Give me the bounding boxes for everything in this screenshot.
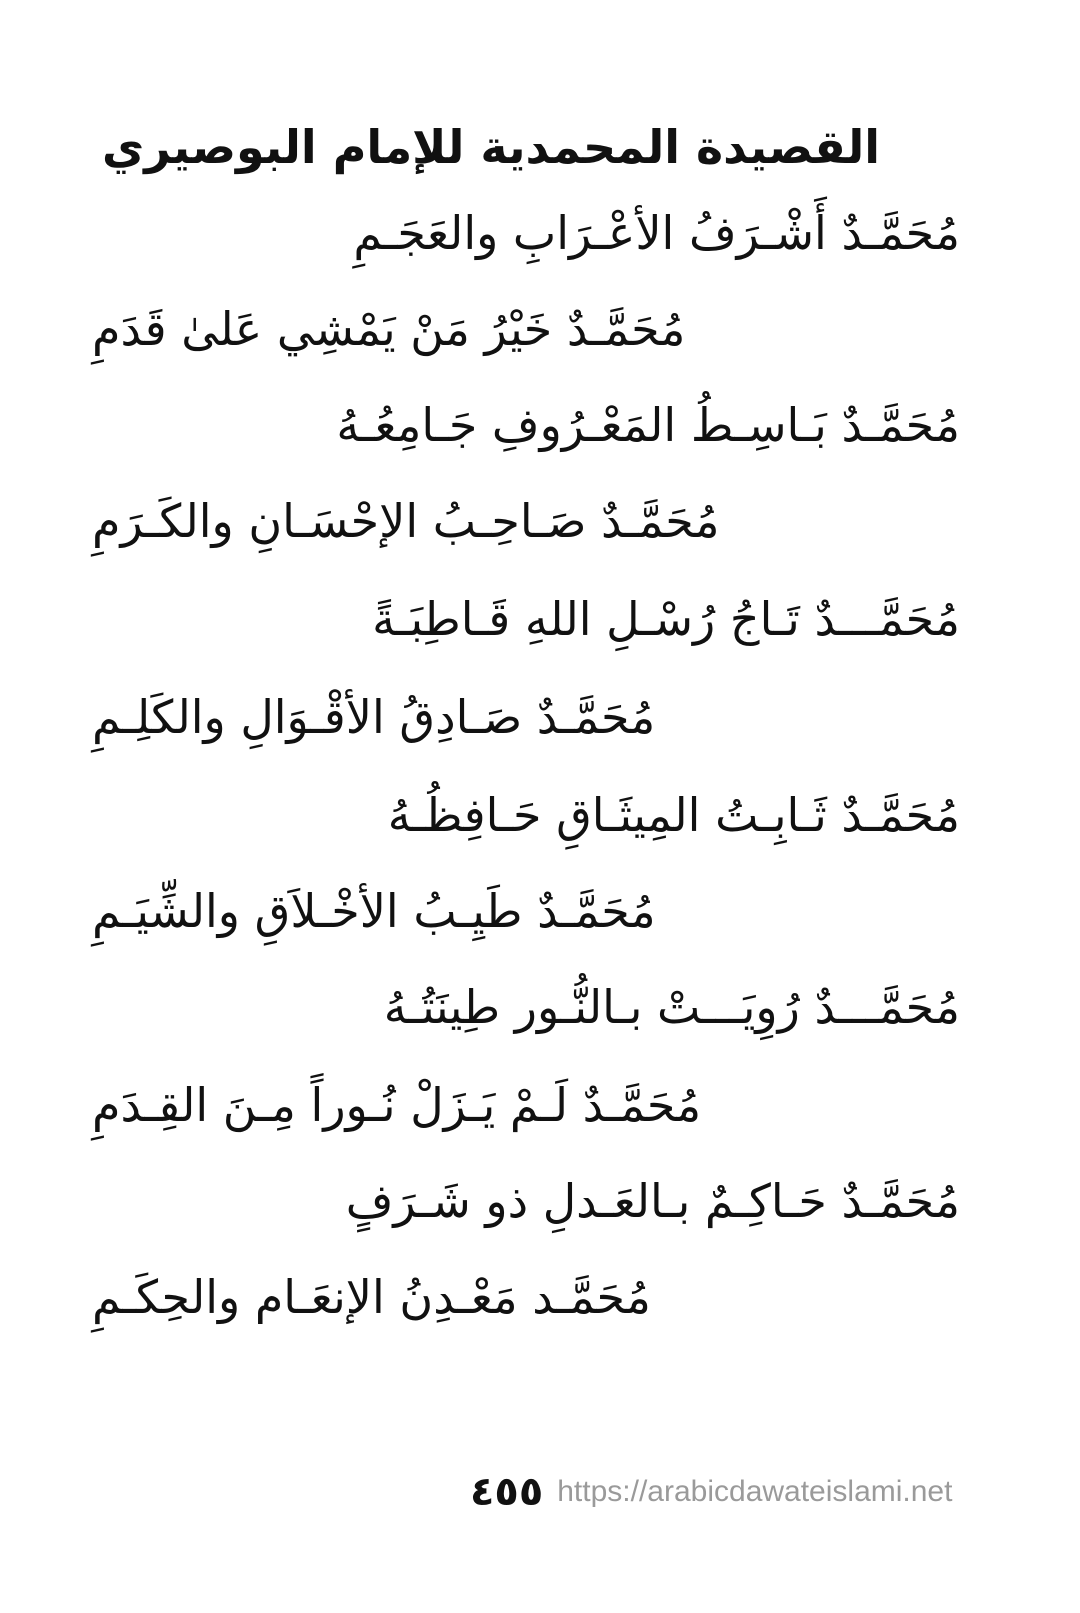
page-number: ٤٥٥ [470, 1469, 544, 1515]
page-footer [470, 1462, 1030, 1522]
verse-3-second-hemistich: مُحَمَّـدٌ صَـادِقُ الأقْـوَالِ والكَلِـمِ [92, 690, 656, 744]
verse-2-first-hemistich: مُحَمَّـدٌ بَـاسِـطُ المَعْـرُوفِ جَـامِعُـهُ [336, 398, 960, 452]
watermark-url: https://arabicdawateislami.net [557, 1475, 953, 1508]
verse-1-second-hemistich: مُحَمَّـدٌ خَيْرُ مَنْ يَمْشِي عَلىٰ قَدَمِ [92, 302, 686, 356]
verse-5-second-hemistich: مُحَمَّـدٌ لَـمْ يَـزَلْ نُـوراً مِـنَ القِـدَمِ [92, 1078, 702, 1132]
verse-1-first-hemistich: مُحَمَّـدٌ أَشْـرَفُ الأعْـرَابِ والعَجَـمِ [353, 206, 960, 260]
page-title: القصيدة المحمدية للإمام البوصيري [102, 120, 880, 174]
verse-3-first-hemistich: مُحَمَّـــدٌ تَـاجُ رُسْـلِ اللهِ قَـاطِبَـةً [372, 592, 960, 646]
verse-5-first-hemistich: مُحَمَّـــدٌ رُوِيَـــتْ بـالنُّـور طِينَتُـهُ [383, 980, 960, 1034]
verse-6-first-hemistich: مُحَمَّـدٌ حَـاكِـمٌ بـالعَـدلِ ذو شَـرَفٍ [345, 1174, 960, 1228]
verse-4-second-hemistich: مُحَمَّـدٌ طَيِـبُ الأخْـلاَقِ والشِّيَـمِ [92, 884, 656, 938]
verse-4-first-hemistich: مُحَمَّـدٌ ثَـابِـتُ المِيثَـاقِ حَـافِظُـهُ [387, 788, 960, 842]
verse-6-second-hemistich: مُحَمَّـد مَعْـدِنُ الإنعَـام والحِكَـمِ [92, 1270, 651, 1324]
verse-2-second-hemistich: مُحَمَّـدٌ صَـاحِـبُ الإحْسَـانِ والكَـرَمِ [92, 494, 720, 548]
